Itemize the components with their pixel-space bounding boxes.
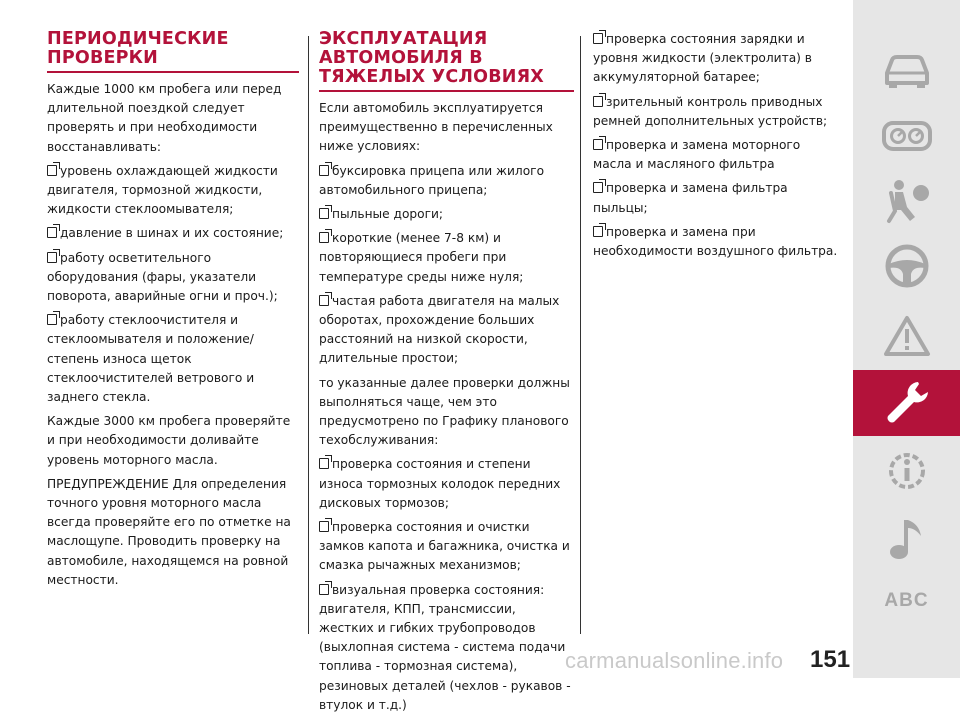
list-item-text: проверка состояния зарядки и уровня жидкости (электролита) в аккумуляторной батарее; [593, 32, 812, 85]
list-item [593, 30, 841, 88]
list-item [319, 581, 574, 715]
column-severe-conditions [319, 30, 574, 720]
checkbox-bullet-icon [319, 208, 329, 219]
sidebar-item-index[interactable] [853, 570, 960, 632]
list-item-text: проверка и замена моторного масла и масляного фильтра [593, 138, 801, 172]
watermark: carmanualsonline.info [565, 648, 784, 673]
sidebar-item-emergency[interactable] [853, 305, 960, 367]
chapter-sidebar [853, 0, 960, 678]
checkbox-bullet-icon [319, 232, 329, 243]
list-item-text: уровень охлаждающей жидкости двигателя, тормозной жидкости, жидкости стеклоомывателя; [47, 163, 278, 217]
list-item [319, 292, 574, 369]
sidebar-item-car[interactable] [853, 40, 960, 102]
sidebar-item-multimedia[interactable] [853, 508, 960, 570]
checkbox-bullet-icon [319, 295, 329, 306]
airbag-icon [881, 177, 933, 225]
list-item [593, 179, 841, 217]
column-divider [580, 36, 581, 634]
paragraph-warning: ПРЕДУПРЕЖДЕНИЕ Для определения точного уровня моторного масла всегда проверяйте его по отметке на маслощупе. Проводить проверку на автомобиле, находящемся на ровной местности. [47, 476, 291, 587]
list-item-text: частая работа двигателя на малых оборотах, прохождение больших расстояний на низкой скорости, длительные простои; [319, 293, 560, 366]
steering-wheel-icon [883, 242, 931, 290]
list-item-text: зрительный контроль приводных ремней дополнительных устройств; [593, 94, 828, 128]
list-item [593, 93, 841, 131]
list-item-text: короткие (менее 7-8 км) и повторяющиеся пробеги при температуре среды ниже нуля; [319, 231, 524, 284]
checkbox-bullet-icon [593, 33, 603, 44]
paragraph-intro: Если автомобиль эксплуатируется преимущественно в перечисленных ниже условиях: [319, 101, 553, 154]
checkbox-bullet-icon [319, 584, 329, 595]
checkbox-bullet-icon [593, 226, 603, 237]
list-item [593, 223, 841, 261]
list-item-text: пыльные дороги; [332, 207, 444, 222]
list-item-text: буксировка прицепа или жилого автомобильного прицепа; [319, 163, 545, 197]
list-item [319, 205, 574, 224]
checkbox-bullet-icon [47, 252, 57, 263]
list-item [47, 162, 299, 220]
checkbox-bullet-icon [47, 165, 57, 176]
list-item-text: проверка и замена фильтра пыльцы; [593, 181, 788, 215]
car-icon [881, 51, 933, 91]
list-item-text: работу осветительного оборудования (фары, указатели поворота, аварийные огни и проч.); [47, 250, 278, 304]
dashboard-icon [881, 118, 933, 154]
section-heading-periodic-checks: ПЕРИОДИЧЕСКИЕ ПРОВЕРКИ [47, 29, 229, 68]
checkbox-bullet-icon [319, 521, 329, 532]
heading-underline [47, 71, 299, 73]
list-item [319, 455, 574, 513]
paragraph-oil-check: Каждые 3000 км пробега проверяйте и при необходимости доливайте уровень моторного масла. [47, 414, 291, 467]
list-item [593, 136, 841, 174]
list-item-text: проверка состояния и очистки замков капота и багажника, очистка и смазка рычажных механизмов; [319, 520, 570, 573]
info-gear-icon [882, 446, 932, 496]
section-heading-severe-conditions: ЭКСПЛУАТАЦИЯ АВТОМОБИЛЯ В ТЯЖЕЛЫХ УСЛОВИЯХ [319, 29, 544, 87]
paragraph-more-frequent: то указанные далее проверки должны выполняться чаще, чем это предусмотрено по Графику планового техобслуживания: [319, 375, 570, 448]
list-item [319, 229, 574, 287]
list-item [47, 249, 299, 307]
column-divider [308, 36, 309, 634]
column-periodic-checks [47, 30, 299, 595]
paragraph-intro: Каждые 1000 км пробега или перед длительной поездкой следует проверять и при необходимости восстанавливать: [47, 82, 282, 154]
music-note-icon [885, 514, 929, 564]
wrench-icon [882, 378, 932, 428]
page-number: 151 [810, 646, 851, 673]
checkbox-bullet-icon [319, 458, 329, 469]
list-item-text: проверка состояния и степени износа тормозных колодок передних дисковых тормозов; [319, 457, 561, 510]
checkbox-bullet-icon [593, 182, 603, 193]
checkbox-bullet-icon [319, 165, 329, 176]
sidebar-item-dashboard[interactable] [853, 105, 960, 167]
list-item-text: проверка и замена при необходимости воздушного фильтра. [593, 224, 838, 259]
checkbox-bullet-icon [47, 314, 57, 325]
list-item [319, 162, 574, 200]
list-item-text: давление в шинах и их состояние; [60, 226, 284, 241]
warning-triangle-icon [882, 314, 932, 358]
list-item [319, 518, 574, 576]
list-item [47, 311, 299, 407]
heading-underline [319, 90, 574, 92]
checkbox-bullet-icon [593, 96, 603, 107]
list-item [47, 224, 299, 243]
checkbox-bullet-icon [47, 227, 57, 238]
sidebar-item-specifications[interactable] [853, 440, 960, 502]
list-item-text: работу стеклоочистителя и стеклоомывателя и положение/степень износа щеток стеклоочистителей ветрового и заднего стекла. [47, 313, 255, 405]
list-item-text: визуальная проверка состояния: двигателя, КПП, трансмиссии, жестких и гибких трубопроводов (выхлопная система - система подачи топлива - тормозная система), резиновых деталей (чехлов - рукавов - втулок и т.д.) [319, 582, 571, 712]
sidebar-item-driving[interactable] [853, 235, 960, 297]
sidebar-item-maintenance[interactable] [853, 370, 960, 436]
abc-label: ABC [884, 590, 929, 611]
column-checks-continued [593, 30, 841, 266]
sidebar-item-safety[interactable] [853, 170, 960, 232]
checkbox-bullet-icon [593, 139, 603, 150]
